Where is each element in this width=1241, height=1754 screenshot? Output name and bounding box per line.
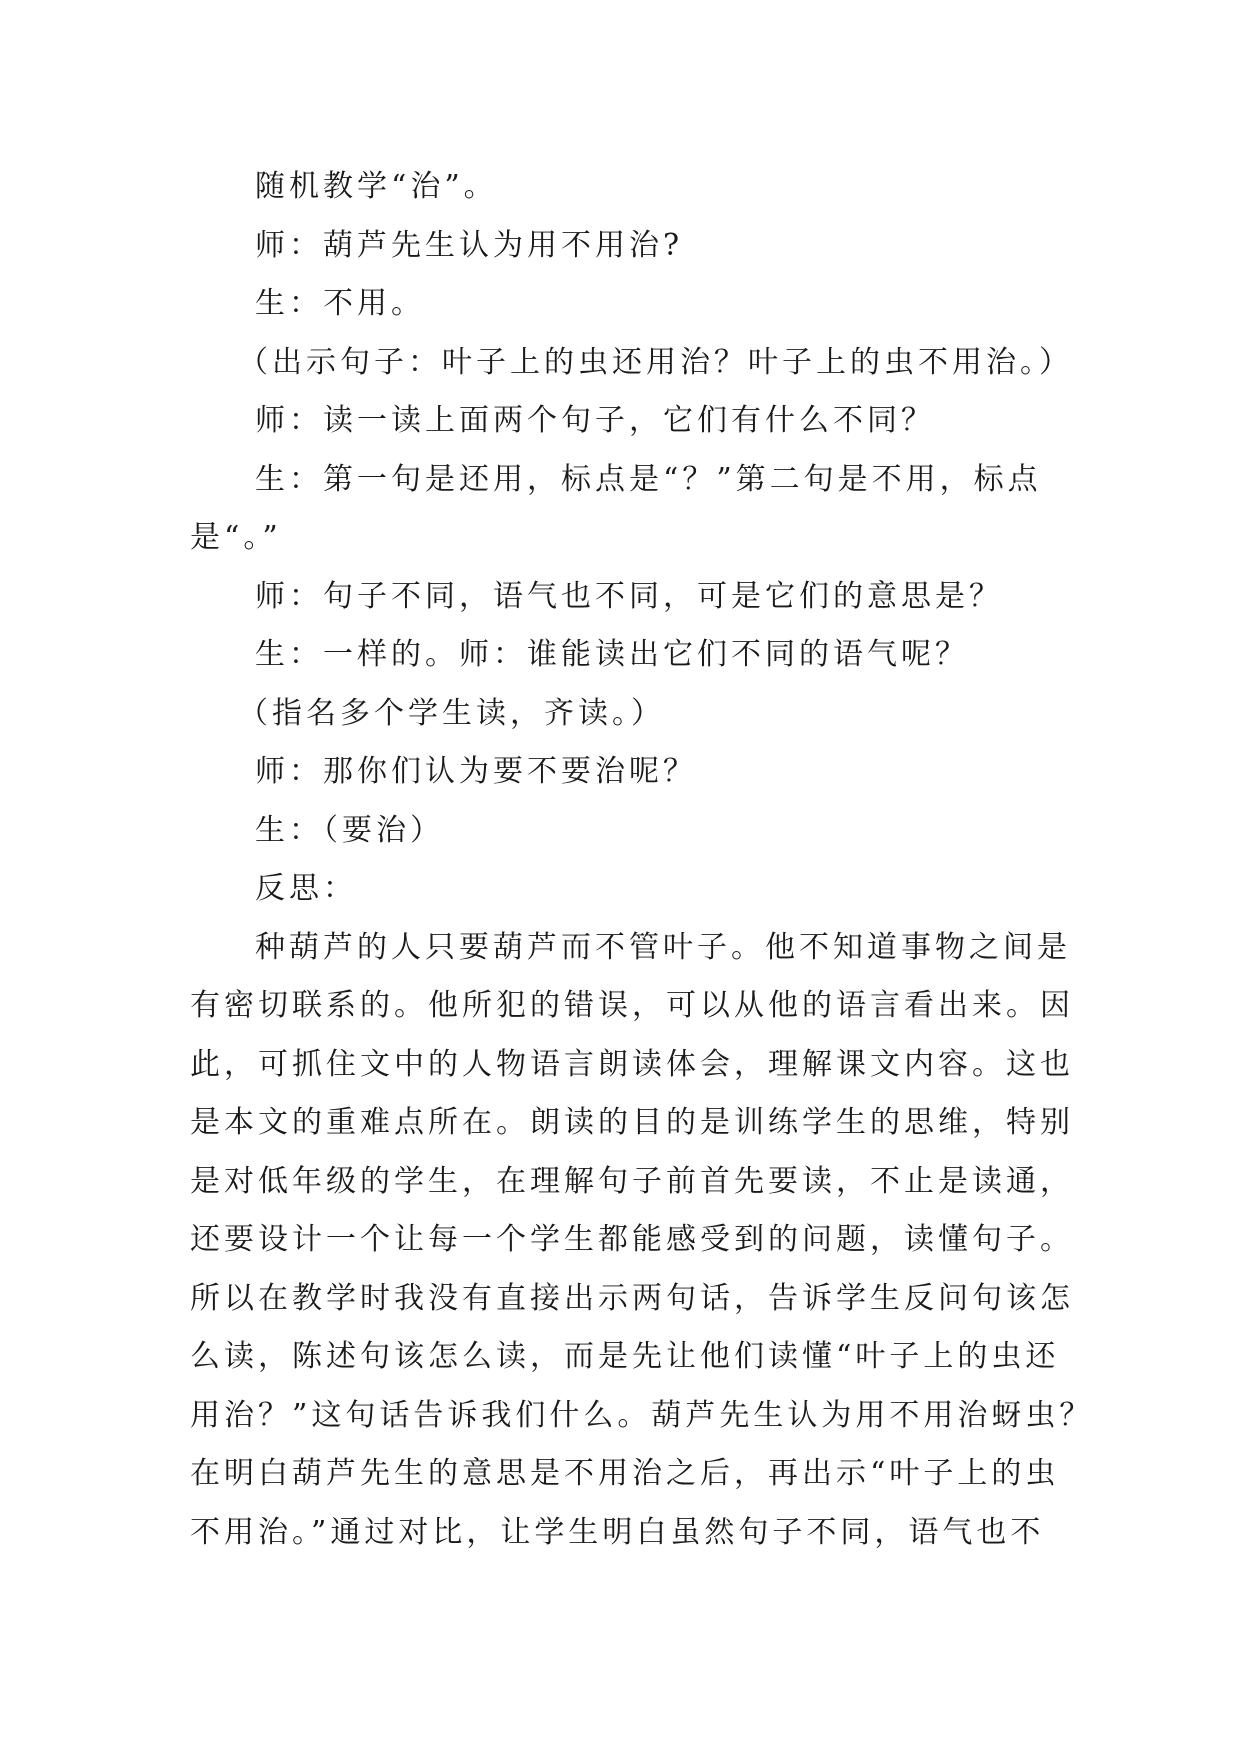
- text-line: 师：葫芦先生认为用不用治?: [255, 227, 684, 263]
- text-line: 所以在教学时我没有直接出示两句话，告诉学生反问句该怎: [190, 1280, 1074, 1316]
- text-line: （出示句子：叶子上的虫还用治？叶子上的虫不用治。）: [238, 344, 1073, 380]
- text-line: 在明白葫芦先生的意思是不用治之后，再出示“叶子上的虫: [190, 1456, 1060, 1491]
- text-line: 是本文的重难点所在。朗读的目的是训练学生的思维，特别: [190, 1105, 1074, 1140]
- text-line: 是对低年级的学生，在理解句子前首先要读，不止是读通，: [190, 1163, 1074, 1199]
- text-line: 用治？”这句话告诉我们什么。葫芦先生认为用不用治蚜虫？: [190, 1397, 1094, 1433]
- text-line: 生：不用。: [255, 286, 425, 321]
- text-line: 此，可抓住文中的人物语言朗读体会，理解课文内容。这也: [190, 1046, 1074, 1082]
- text-line: 有密切联系的。他所犯的错误，可以从他的语言看出来。因: [190, 988, 1074, 1023]
- text-line: 还要设计一个让每一个学生都能感受到的问题，读懂句子。: [190, 1222, 1074, 1257]
- text-line: 师：句子不同，语气也不同，可是它们的意思是？: [255, 578, 1003, 614]
- text-line: 生：一样的。师：谁能读出它们不同的语气呢？: [255, 637, 969, 672]
- text-line: 随机教学“治”。: [255, 169, 498, 204]
- text-line: 不用治。”通过对比，让学生明白虽然句子不同，语气也不: [190, 1514, 1045, 1550]
- text-line: 生：第一句是还用，标点是“？”第二句是不用，标点: [255, 461, 1042, 497]
- section-heading: 反思：: [255, 871, 357, 906]
- text-line: 么读，陈述句该怎么读，而是先让他们读懂“叶子上的虫还: [190, 1339, 1060, 1374]
- text-line: 师：那你们认为要不要治呢？: [255, 754, 697, 789]
- text-line: 师：读一读上面两个句子，它们有什么不同？: [255, 403, 935, 438]
- text-line: 是“。”: [190, 520, 282, 555]
- text-line: 种葫芦的人只要葫芦而不管叶子。他不知道事物之间是: [255, 929, 1071, 965]
- text-line: （指名多个学生读，齐读。）: [238, 695, 665, 731]
- document-body: [190, 158, 1094, 1562]
- text-line: 生：（要治）: [255, 812, 444, 848]
